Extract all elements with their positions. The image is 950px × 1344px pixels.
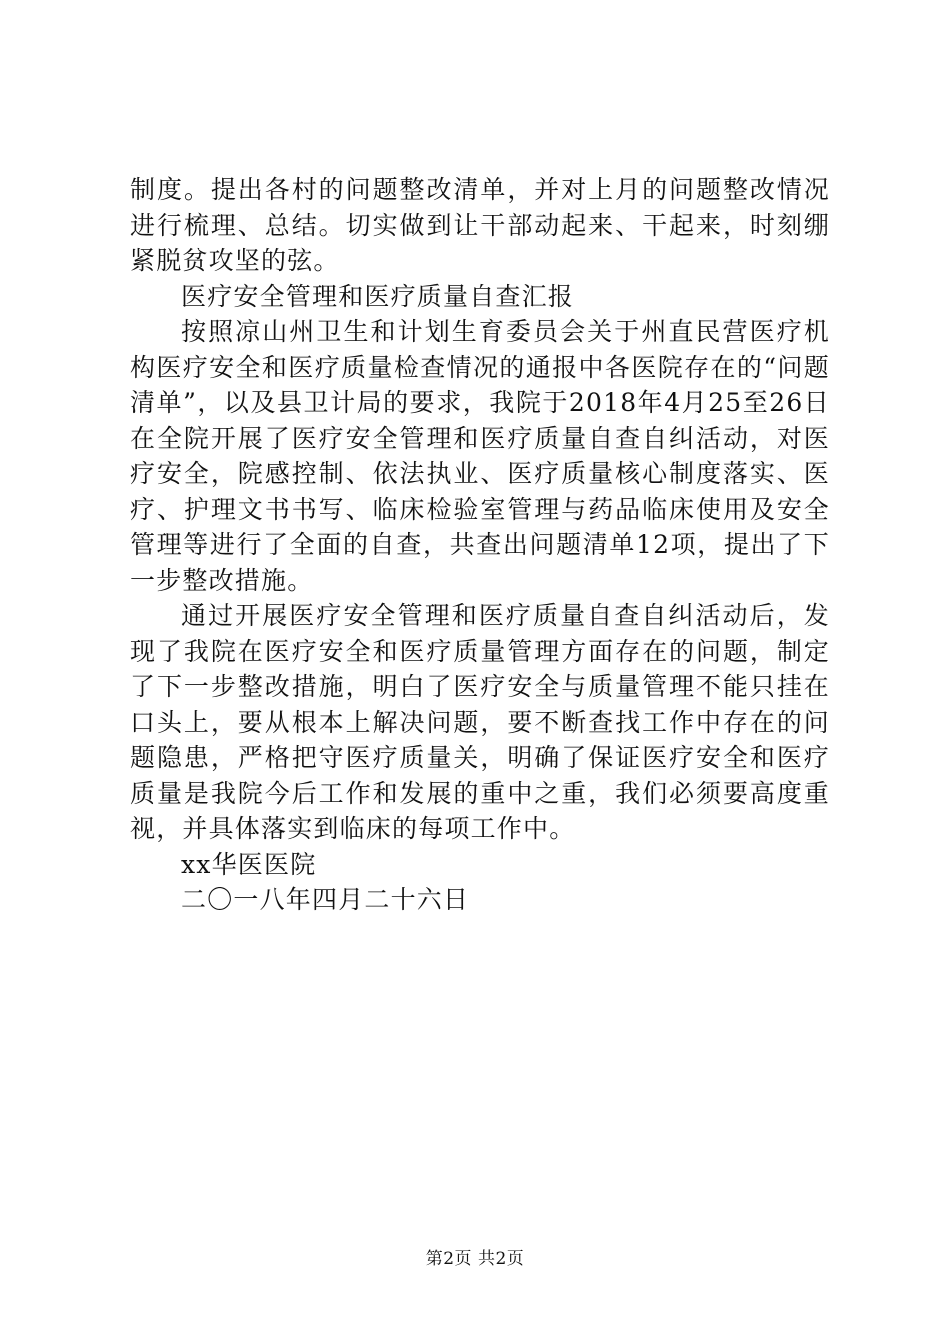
section-heading: 医疗安全管理和医疗质量自查汇报	[181, 281, 575, 311]
page-number-footer: 第2页 共2页	[425, 1249, 525, 1269]
signature-date: 二〇一八年四月二十六日	[181, 885, 470, 914]
paragraph-continuation: 制度。提出各村的问题整改清单，并对上月的问题整改情况进行梳理、总结。切实做到让干部动起来、干起来，时刻绷紧脱贫攻坚的弦。	[130, 175, 830, 275]
paragraph-self-check-overview: 按照凉山州卫生和计划生育委员会关于州直民营医疗机构医疗安全和医疗质量检查情况的通报中各医院存在的“问题清单”，以及县卫计局的要求，我院于2018年4月25至26日在全院开展了医疗安全管理和医疗质量自查自纠活动，对医疗安全，院感控制、依法执业、医疗质量核心制度落实、医疗、护理文书书写、临床检验室管理与药品临床使用及安全管理等进行了全面的自查，共查出问题清单12项，提出了下一步整改措施。	[130, 317, 830, 595]
document-body	[130, 172, 830, 918]
signature-organization: xx华医医院	[181, 849, 317, 879]
paragraph-findings: 通过开展医疗安全管理和医疗质量自查自纠活动后，发现了我院在医疗安全和医疗质量管理方面存在的问题，制定了下一步整改措施，明白了医疗安全与质量管理不能只挂在口头上，要从根本上解决问题，要不断查找工作中存在的问题隐患，严格把守医疗质量关，明确了保证医疗安全和医疗质量是我院今后工作和发展的重中之重，我们必须要高度重视，并具体落实到临床的每项工作中。	[130, 601, 830, 843]
